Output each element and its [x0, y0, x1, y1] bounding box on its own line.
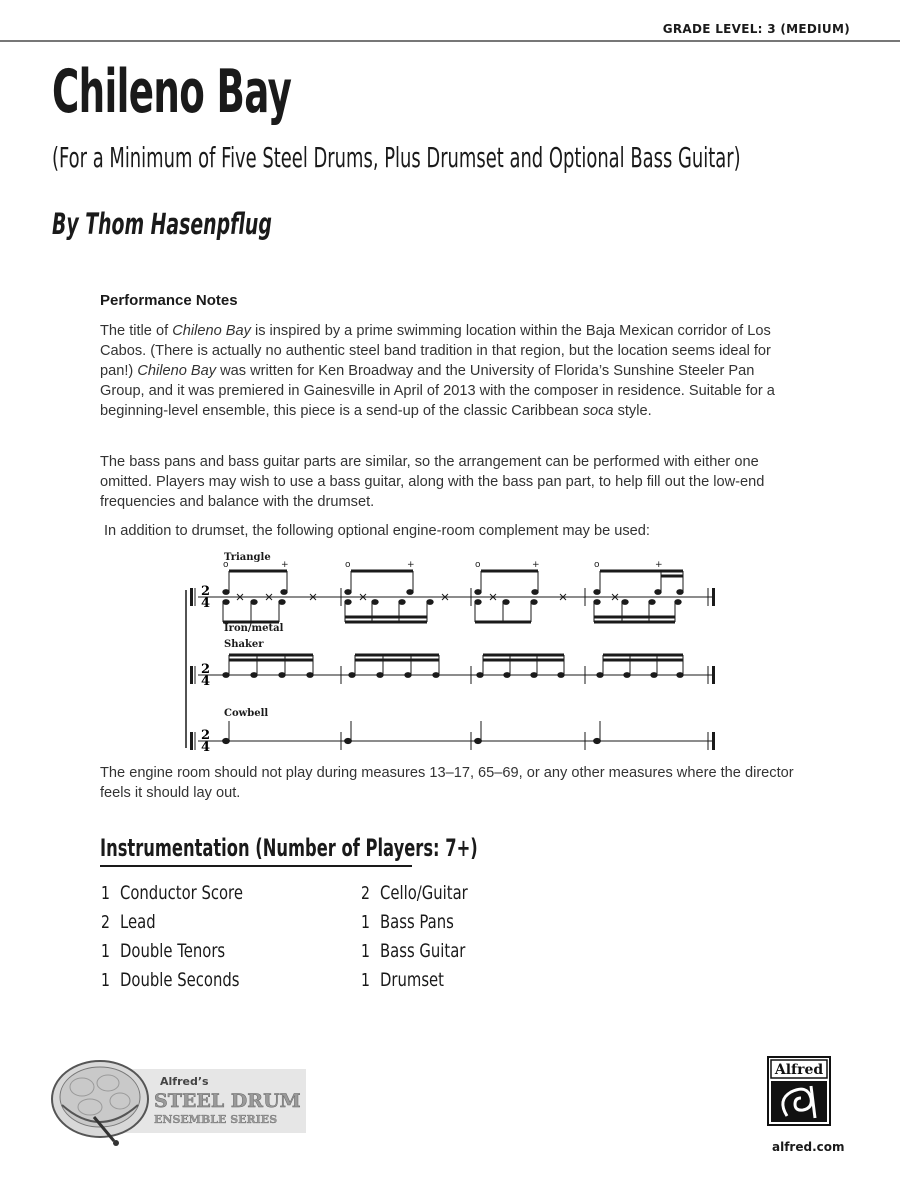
- alfred-wordmark: Alfred: [774, 1062, 824, 1078]
- performance-notes-heading: Performance Notes: [100, 292, 238, 309]
- time-sig-bottom: 4: [201, 596, 211, 611]
- page-subtitle: (For a Minimum of Five Steel Drums, Plus Drumset and Optional Bass Guitar): [52, 141, 741, 174]
- svg-text:o: o: [475, 560, 481, 570]
- label-triangle: Triangle: [224, 552, 271, 563]
- svg-text:+: +: [281, 560, 289, 570]
- piece-title-italic: Chileno Bay: [137, 363, 217, 379]
- engine-room-notation: [180, 548, 740, 758]
- qty-conductor-score: 1: [101, 883, 110, 904]
- instrument-bass-pans: Bass Pans: [380, 911, 454, 933]
- publisher-url: alfred.com: [772, 1140, 845, 1154]
- time-sig-top: 2: [201, 728, 211, 743]
- composer-byline: By Thom Hasenpflug: [52, 207, 272, 241]
- para1-text: is inspired by a prime swimming location within the Baja Mexican corridor of Los Cabos. (There is actually no authentic steel band tradition in that region, but the location seems ideal for pan!): [100, 323, 771, 379]
- para1-text: style.: [613, 403, 652, 419]
- engine-room-intro: In addition to drumset, the following optional engine-room complement may be used:: [104, 523, 650, 539]
- svg-text:+: +: [655, 560, 663, 570]
- piece-title-italic: Chileno Bay: [172, 323, 251, 339]
- time-sig-top: 2: [201, 584, 211, 599]
- instrument-lead: Lead: [120, 911, 156, 933]
- para1-text: was written for Ken Broadway and the University of Florida’s Sunshine Steeler Pan Group, and it was premiered in Gainesville in April of 2013 with the composer in residence. Suitable for a beginning-level ensemble, this piece is a send-up of the classic Caribbean: [100, 363, 775, 419]
- instrument-conductor-score: Conductor Score: [120, 882, 243, 904]
- series-line-1: Alfred’s: [160, 1075, 209, 1088]
- qty-drumset: 1: [361, 970, 370, 991]
- qty-bass-pans: 1: [361, 912, 370, 933]
- svg-text:o: o: [345, 560, 351, 570]
- qty-bass-guitar: 1: [361, 941, 370, 962]
- svg-text:o: o: [594, 560, 600, 570]
- qty-cello-guitar: 2: [361, 883, 370, 904]
- qty-lead: 2: [101, 912, 110, 933]
- series-line-2: STEEL DRUM: [154, 1090, 301, 1112]
- qty-double-tenors: 1: [101, 941, 110, 962]
- instrumentation-heading: Instrumentation (Number of Players: 7+): [100, 834, 478, 862]
- performance-notes-paragraph-2: The bass pans and bass guitar parts are similar, so the arrangement can be performed with either one omitted. Players may wish to use a bass guitar, along with the bass pan part, to help fill out the low-end frequencies and balance with the drumset.: [100, 454, 765, 510]
- staff-triangle-iron: [190, 560, 715, 622]
- label-shaker: Shaker: [224, 639, 264, 650]
- instrument-cello-guitar: Cello/Guitar: [380, 882, 468, 904]
- para1-text: The title of: [100, 323, 173, 339]
- svg-text:+: +: [532, 560, 540, 570]
- time-sig-bottom: 4: [201, 674, 211, 689]
- soca-italic: soca: [582, 403, 614, 419]
- time-sig-bottom: 4: [201, 740, 211, 755]
- label-cowbell: Cowbell: [224, 708, 269, 719]
- staff-cowbell: [190, 721, 715, 755]
- page-title: Chileno Bay: [52, 57, 292, 127]
- alfred-logo: [767, 1056, 831, 1126]
- performance-notes-paragraph-1: [100, 321, 800, 421]
- qty-double-seconds: 1: [101, 970, 110, 991]
- time-sig-top: 2: [201, 662, 211, 677]
- instrument-double-seconds: Double Seconds: [120, 969, 240, 991]
- engine-room-note: The engine room should not play during measures 13–17, 65–69, or any other measures where the director feels it should lay out.: [100, 765, 794, 801]
- instrument-double-tenors: Double Tenors: [120, 940, 226, 962]
- svg-text:o: o: [223, 560, 229, 570]
- staff-shaker: [190, 655, 715, 689]
- steel-drum-series-logo: [46, 1057, 316, 1147]
- instrument-drumset: Drumset: [380, 969, 444, 991]
- header-rule: [0, 40, 900, 42]
- grade-level: GRADE LEVEL: 3 (MEDIUM): [662, 22, 850, 36]
- svg-text:+: +: [407, 560, 415, 570]
- series-line-3: ENSEMBLE SERIES: [154, 1113, 278, 1126]
- instrumentation-underline: [100, 865, 412, 867]
- instrument-bass-guitar: Bass Guitar: [380, 940, 466, 962]
- label-iron: Iron/metal: [224, 623, 284, 634]
